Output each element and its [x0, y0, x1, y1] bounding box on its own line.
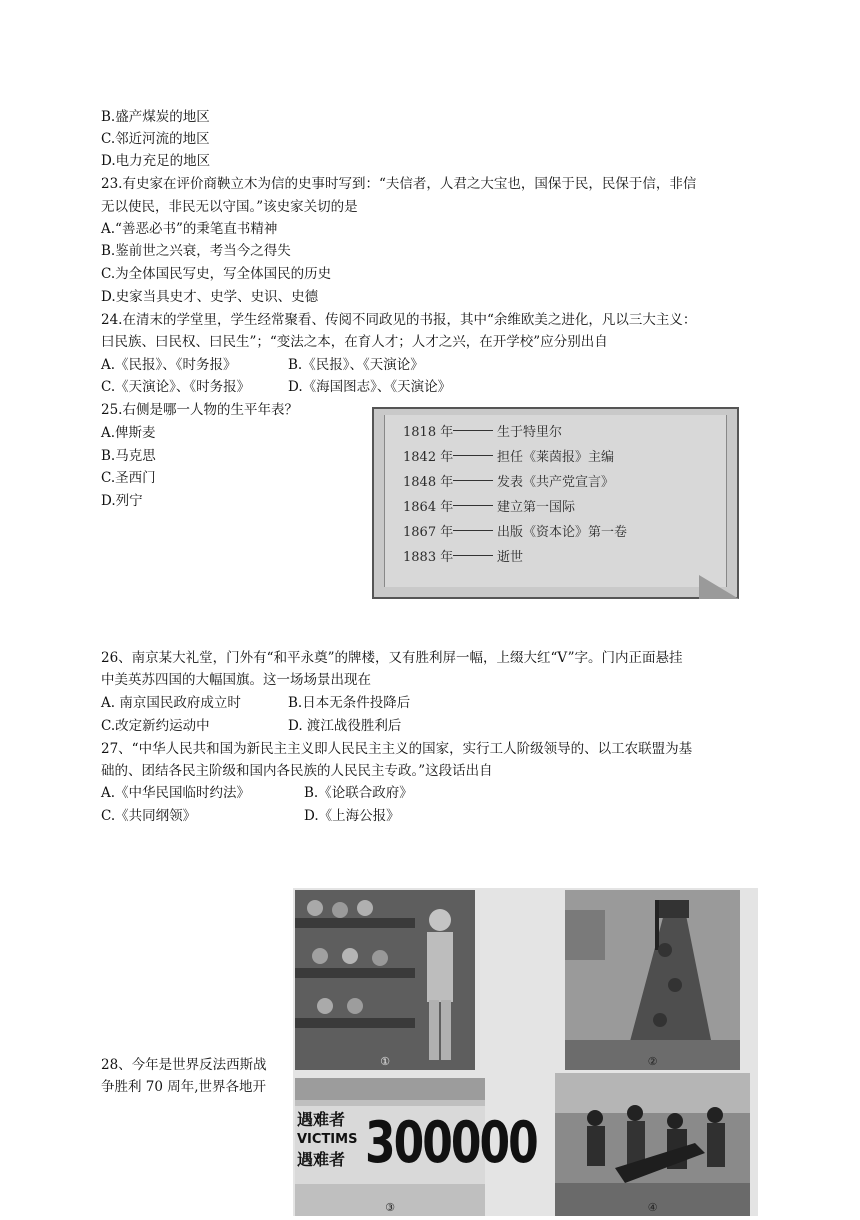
q24-option-c: C.《天演论》、《时务报》 — [101, 379, 251, 395]
photo-3-text-en: VICTIMS — [297, 1132, 358, 1147]
timeline-image — [372, 407, 739, 599]
q22-option-c: C.邻近河流的地区 — [101, 131, 210, 147]
q26-option-c: C.改定新约运动中 — [101, 718, 210, 734]
q25-option-a: A.俾斯麦 — [101, 425, 156, 441]
photo-collage — [293, 888, 758, 1216]
q24-option-d: D.《海国图志》、《天演论》 — [288, 379, 452, 395]
photo-1-image — [295, 890, 475, 1070]
photo-3 — [295, 1078, 537, 1216]
q27-option-b: B.《论联合政府》 — [304, 785, 413, 801]
photo-3-number: 300000 — [365, 1110, 537, 1177]
q23-option-c: C.为全体国民写史，写全体国民的历史 — [101, 266, 332, 282]
q27-option-d: D.《上海公报》 — [304, 808, 400, 824]
q23-stem-line1: 23.有史家在评价商鞅立木为信的史事时写到：“夫信者，人君之大宝也，国保于民，民保于信，非信 — [101, 176, 697, 192]
q25-option-b: B.马克思 — [101, 448, 156, 464]
page-curl — [699, 575, 739, 599]
q28-stem-line2: 争胜利 70 周年,世界各地开 — [101, 1079, 267, 1095]
photo-1 — [295, 890, 475, 1070]
timeline-row: 1864 年 建立第一国际 — [403, 500, 576, 515]
timeline-row: 1883 年 逝世 — [403, 550, 524, 565]
timeline-row: 1842 年 担任《莱茵报》主编 — [403, 450, 615, 465]
q28-stem-line1: 28、今年是世界反法西斯战 — [101, 1057, 267, 1073]
photo-3-text-cn2: 遇难者 — [297, 1150, 346, 1169]
photo-4-caption: ④ — [647, 1201, 658, 1214]
q24-option-b: B.《民报》、《天演论》 — [288, 357, 424, 373]
q26-option-d: D. 渡江战役胜利后 — [288, 718, 402, 734]
q23-option-d: D.史家当具史才、史学、史识、史德 — [101, 289, 319, 305]
q24-option-a: A.《民报》、《时务报》 — [101, 357, 237, 373]
q26-stem-line2: 中美英苏四国的大幅国旗。这一场场景出现在 — [101, 672, 371, 688]
q23-stem-line2: 无以使民，非民无以守国。”该史家关切的是 — [101, 199, 358, 215]
photo-1-caption: ① — [380, 1055, 390, 1068]
q24-stem-line2: 曰民族、曰民权、曰民生”；“变法之本，在育人才；人才之兴，在开学校”应分别出自 — [101, 334, 608, 350]
q26-option-b: B.日本无条件投降后 — [288, 695, 411, 711]
q26-option-a: A. 南京国民政府成立时 — [101, 695, 241, 711]
q22-option-b: B.盛产煤炭的地区 — [101, 109, 210, 125]
q25-stem: 25.右侧是哪一人物的生平年表？ — [101, 402, 298, 418]
photo-3-text-cn1: 遇难者 — [297, 1110, 346, 1129]
q27-stem-line1: 27、“中华人民共和国为新民主主义即人民民主主义的国家，实行工人阶级领导的、以工农联盟为基 — [101, 741, 693, 757]
photo-2-caption: ② — [647, 1055, 658, 1068]
photo-3-caption: ③ — [385, 1201, 395, 1214]
q27-option-a: A.《中华民国临时约法》 — [101, 785, 251, 801]
q25-option-c: C.圣西门 — [101, 470, 156, 486]
q24-stem-line1: 24.在清末的学堂里，学生经常聚看、传阅不同政见的书报，其中“余维欧美之进化，凡以三大主义： — [101, 312, 697, 328]
q27-stem-line2: 础的、团结各民主阶级和国内各民族的人民民主专政。”这段话出自 — [101, 763, 493, 779]
photo-2-image — [565, 890, 740, 1070]
q25-option-d: D.列宁 — [101, 493, 143, 509]
timeline-row: 1867 年 出版《资本论》第一卷 — [403, 525, 628, 540]
photo-4 — [555, 1073, 750, 1216]
timeline-row: 1818 年 生于特里尔 — [403, 425, 563, 440]
q26-stem-line1: 26、南京某大礼堂，门外有“和平永奠”的牌楼，又有胜利屏一幅，上缀大红“V”字。门内正面悬挂 — [101, 650, 683, 666]
timeline-row: 1848 年 发表《共产党宣言》 — [403, 475, 615, 490]
photo-4-image — [555, 1073, 750, 1216]
photo-2 — [565, 890, 740, 1070]
q23-option-a: A.“善恶必书”的秉笔直书精神 — [101, 221, 278, 237]
q23-option-b: B.鉴前世之兴衰，考当今之得失 — [101, 243, 291, 259]
q22-option-d: D.电力充足的地区 — [101, 153, 211, 169]
q27-option-c: C.《共同纲领》 — [101, 808, 197, 824]
